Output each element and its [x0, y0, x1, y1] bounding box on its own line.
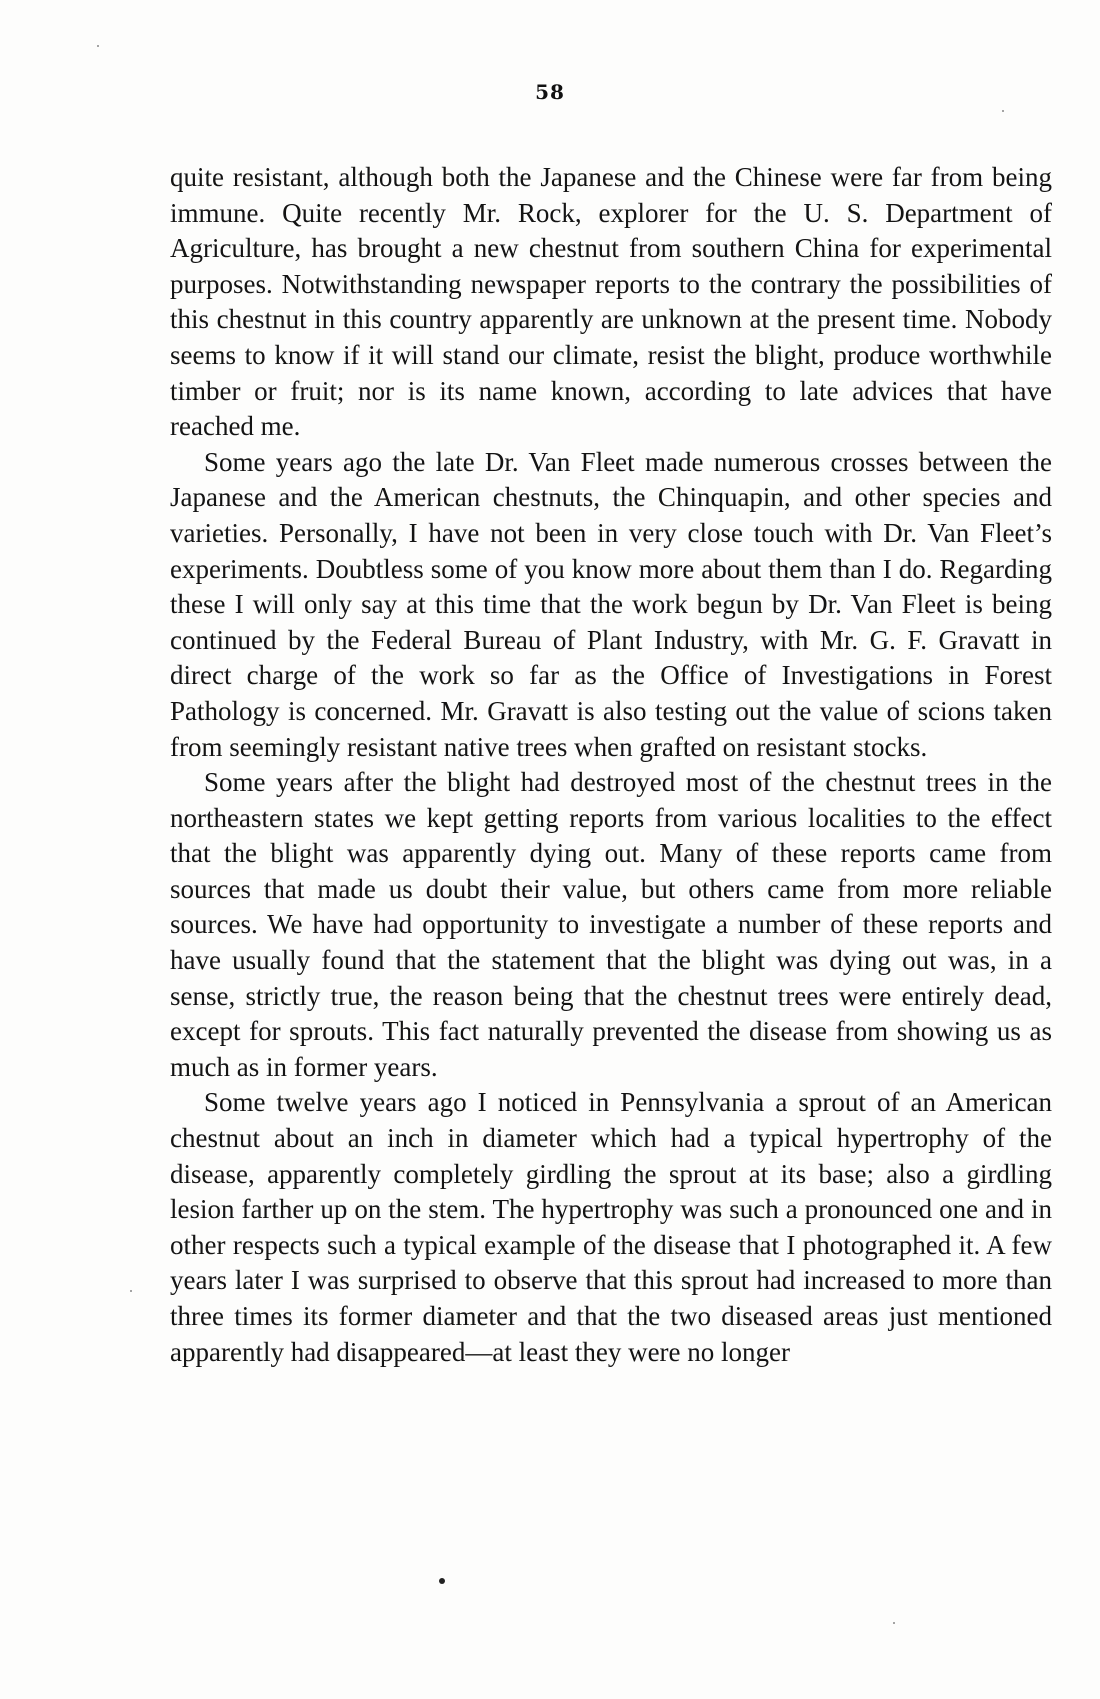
ink-speck-mark	[439, 1578, 445, 1584]
paragraph-3: Some years after the blight had destroyed most of the chestnut trees in the northeastern states we kept getting reports from various localities to the effect that the blight was apparently dying out. Many of these reports came from sources that made us doubt their value, but others came from more reliable sources. We have had opportunity to investigate a number of these reports and have usually found that the statement that the blight was dying out was, in a sense, strictly true, the reason being that the chestnut trees were entirely dead, except for sprouts. This fact naturally prevented the disease from showing us as much as in former years.	[170, 767, 1052, 1082]
paper-dust-mark	[1002, 110, 1004, 112]
body-text	[170, 160, 1052, 1370]
paragraph-4: Some twelve years ago I noticed in Pennsylvania a sprout of an American chestnut about an inch in diameter which had a typical hypertrophy of the disease, apparently completely girdling the sprout at its base; also a girdling lesion farther up on the stem. The hypertrophy was such a pronounced one and in other respects such a typical example of the disease that I photographed it. A few years later I was surprised to observe that this sprout had increased to more than three times its former diameter and that the two diseased areas just mentioned apparently had disappeared—at least they were no longer	[170, 1087, 1052, 1367]
page-number: 58	[535, 80, 565, 104]
paragraph-2: Some years ago the late Dr. Van Fleet made numerous crosses between the Japanese and the American chestnuts, the Chinquapin, and other species and varieties. Personally, I have not been in very close touch with Dr. Van Fleet’s experiments. Doubtless some of you know more about them than I do. Regarding these I will only say at this time that the work begun by Dr. Van Fleet is being continued by the Federal Bureau of Plant Industry, with Mr. G. F. Gravatt in direct charge of the work so far as the Office of Investigations in Forest Pathology is concerned. Mr. Gravatt is also testing out the value of scions taken from seemingly resistant native trees when grafted on resistant stocks.	[170, 446, 1052, 762]
paper-dust-mark	[893, 1622, 895, 1624]
paper-dust-mark	[97, 45, 99, 47]
paper-dust-mark	[130, 1290, 132, 1292]
paragraph-1: quite resistant, although both the Japanese and the Chinese were far from being immune. Quite recently Mr. Rock, explorer for the U. S. Department of Agriculture, has brought a new chestnut from southern China for experimental purposes. Notwithstanding newspaper reports to the contrary the possibilities of this chestnut in this country apparently are unknown at the present time. Nobody seems to know if it will stand our climate, resist the blight, produce worthwhile timber or fruit; nor is its name known, according to late advices that have reached me.	[170, 162, 1052, 442]
